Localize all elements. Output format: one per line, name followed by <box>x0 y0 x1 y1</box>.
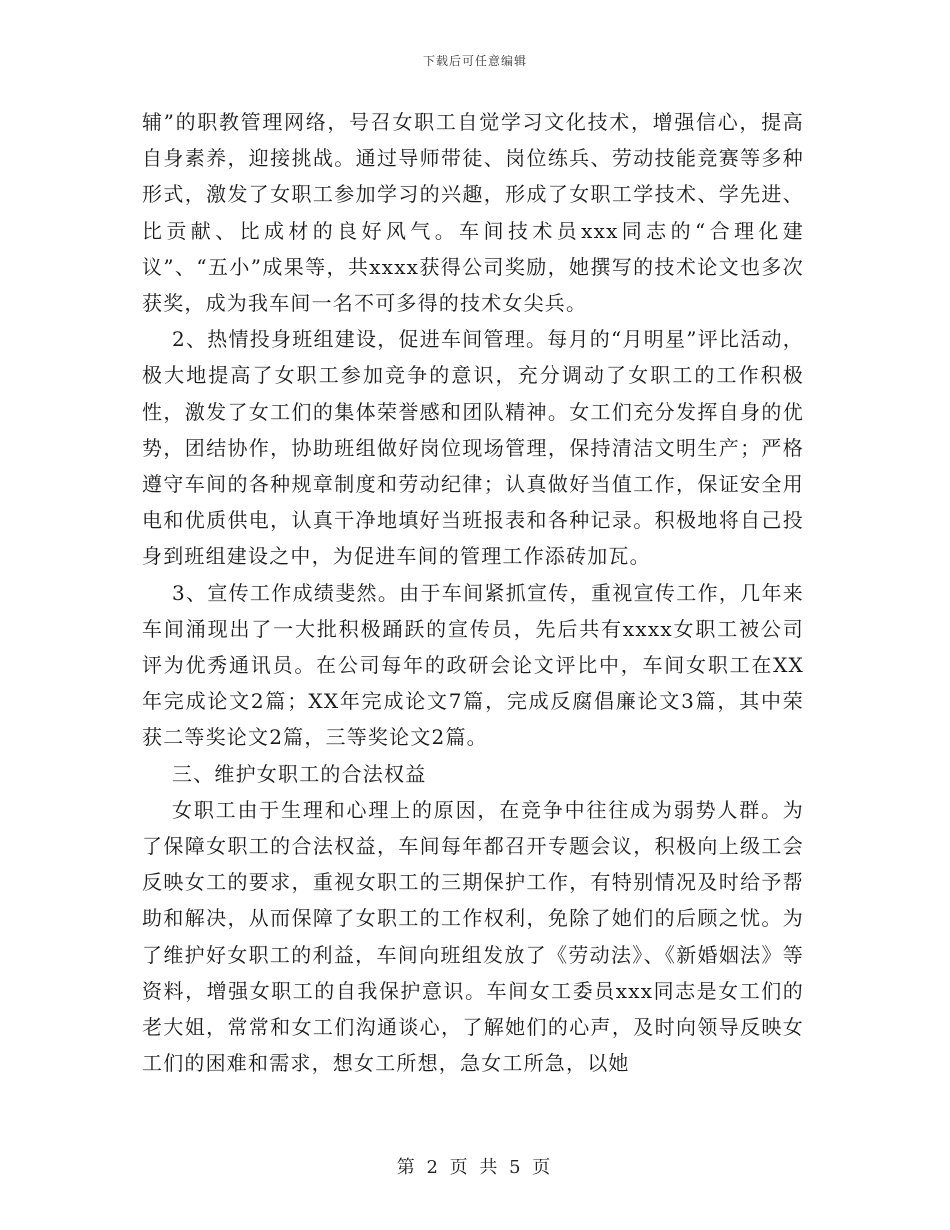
page-footer: 第 2 页 共 5 页 <box>396 1157 554 1178</box>
paragraph-team-building: 2、热情投身班组建设，促进车间管理。每月的“月明星”评比活动，极大地提高了女职工参加竞争的意识，充分调动了女职工的工作积极性，激发了女工们的集体荣誉感和团队精神。女工们充分发挥自身的优势，团结协作，协助班组做好岗位现场管理，保持清洁文明生产；严格遵守车间的各种规章制度和劳动纪律；认真做好当值工作，保证安全用电和优质供电，认真干净地填好当班报表和各种记录。积极地将自己投身到班组建设之中，为促进车间的管理工作添砖加瓦。 <box>142 327 804 569</box>
paragraph-publicity: 3、宣传工作成绩斐然。由于车间紧抓宣传，重视宣传工作，几年来车间涌现出了一大批积极踊跃的宣传员，先后共有xxxx女职工被公司评为优秀通讯员。在公司每年的政研会论文评比中，车间女职工在XX年完成论文2篇；XX年完成论文7篇，完成反腐倡廉论文3篇，其中荣获二等奖论文2篇，三等奖论文2篇。 <box>142 580 804 750</box>
section-heading-rights: 三、维护女职工的合法权益 <box>172 761 427 786</box>
paragraph-continuation: 辅”的职教管理网络，号召女职工自觉学习文化技术，增强信心，提高自身素养，迎接挑战。通过导师带徒、岗位练兵、劳动技能竞赛等多种形式，激发了女职工参加学习的兴趣，形成了女职工学技术、学先进、比贡献、比成材的良好风气。车间技术员xxx同志的“合理化建议”、“五小”成果等，共xxxx获得公司奖励，她撰写的技术论文也多次获奖，成为我车间一名不可多得的技术女尖兵。 <box>142 110 804 316</box>
page-header: 下载后可任意编辑 <box>422 54 527 68</box>
paragraph-rights: 女职工由于生理和心理上的原因，在竞争中往往成为弱势人群。为了保障女职工的合法权益，车间每年都召开专题会议，积极向上级工会反映女工的要求，重视女职工的三期保护工作，有特别情况及时给予帮助和解决，从而保障了女职工的工作权利，免除了她们的后顾之忧。为了维护好女职工的利益，车间向班组发放了《劳动法》、《新婚姻法》等资料，增强女职工的自我保护意识。车间女工委员xxx同志是女工们的老大姐，常常和女工们沟通谈心，了解她们的心声，及时向领导反映女工们的困难和需求，想女工所想，急女工所急，以她 <box>142 797 804 1076</box>
body-text <box>142 104 804 1081</box>
